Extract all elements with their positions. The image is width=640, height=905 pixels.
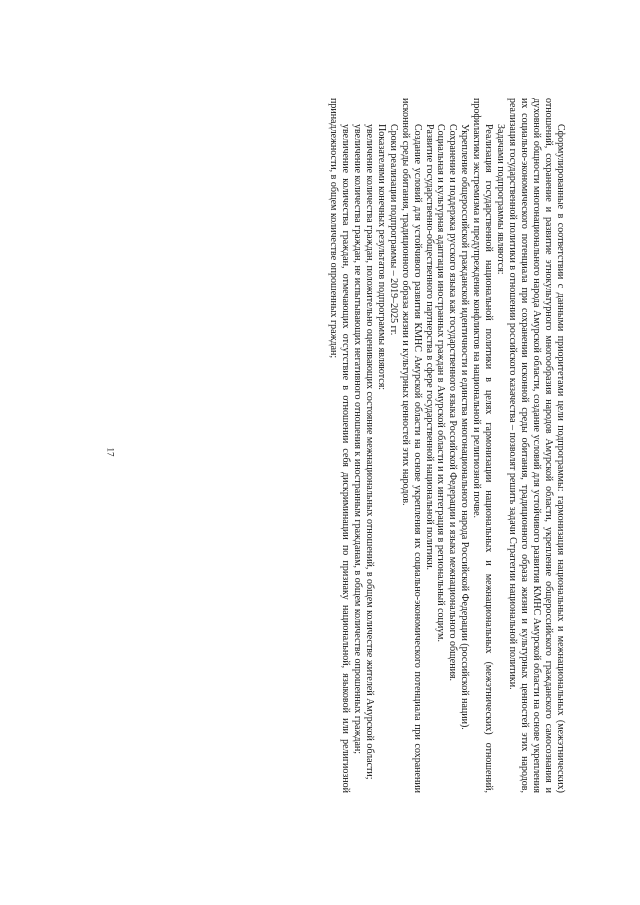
- paragraph-indicator-1: увеличение количества граждан, положительно оценивающих состояние межнациональных отношений, в общем количестве жителей Амурской области;: [363, 124, 375, 780]
- paragraph-task-4: Социальная и культурная адаптация иностранных граждан в Амурской области и их интеграция в региональный социум.: [435, 124, 447, 642]
- paragraph-task-1: Реализация государственной национальной политики в целях гармонизации национальных и межнациональных (межэтнических) отношений, профилактики экстремизма и предупреждение конфликтов на национальной и религиозной почве.: [471, 98, 495, 793]
- paragraph-task-2: Укрепление общероссийской гражданской идентичности и единства многонационального народа Российской Федерации (российской нации).: [459, 124, 471, 730]
- paragraph-task-3: Сохранение и поддержка русского языка как государственного языка Российской Федерации и языка межнационального общения.: [447, 124, 459, 682]
- paragraph-indicator-3: увеличение количества граждан, отмечающих отсутствие в отношении себя дискриминации по признаку национальной, языковой или религиозной принадлежности, в общем количестве опрошенных граждан;: [327, 98, 351, 793]
- rotated-page-body: [106, 98, 566, 793]
- paragraph-goals: Сформулированные в соответствии с данными приоритетами цели подпрограммы: гармонизация национальных и межнациональных (межэтнических) отношений, сохранение и развитие этнокультурного многообразия народов Амурской области, укрепление общероссийского гражданского самосознания и духовной общности многонационального народа Амурской области, создание условий для устойчивого развития КМНС Амурской области на основе укрепления их социально-экономического потенциала при сохранении исконной среды обитания, традиционного образа жизни и культурных ценностей этих народов, реализация государственной политики в отношении российского казачества – позволят решить задачи Стратегии национальной политики.: [507, 98, 566, 793]
- paragraph-timeline: Сроки реализации подпрограммы – 2019–2025 гг.: [387, 124, 399, 336]
- paragraph-task-6: Создание условий для устойчивого развития КМНС Амурской области на основе укрепления их социально-экономического потенциала при сохранении исконной среды обитания, традиционного образа жизни и культурных ценностей этих народов.: [399, 98, 423, 793]
- paragraph-indicator-2: увеличение количества граждан, не испытывающих негативного отношения к иностранным гражданам, в общем количестве опрошенных граждан;: [351, 124, 363, 755]
- page-number: 17: [105, 447, 116, 457]
- paragraph-tasks-heading: Задачами подпрограммы являются:: [495, 124, 507, 275]
- document-body: [327, 98, 566, 793]
- paragraph-task-5: Развитие государственно-общественного партнерства в сфере государственной национальной политики.: [423, 124, 435, 571]
- paragraph-indicators-heading: Показателями конечных результатов подпрограммы являются:: [375, 124, 387, 391]
